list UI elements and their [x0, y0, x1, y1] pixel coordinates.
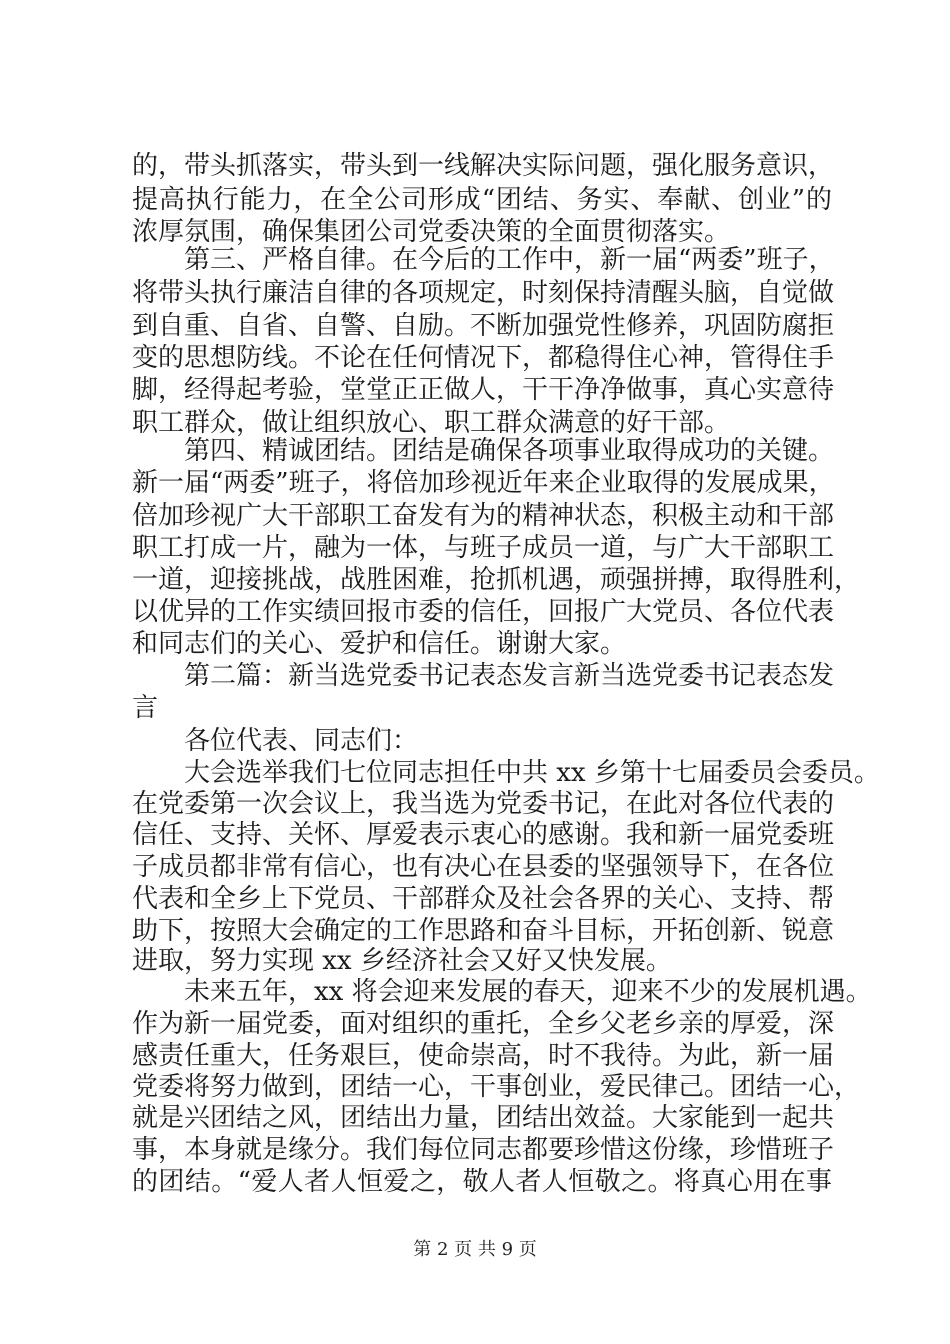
text-line: 感责任重大，任务艰巨，使命崇高，时不我待。为此，新一届	[132, 1040, 835, 1071]
text-line: 脚，经得起考验，堂堂正正做人，干干净净做事，真心实意待	[132, 375, 835, 406]
text-line: 在党委第一次会议上，我当选为党委书记，在此对各位代表的	[132, 788, 835, 819]
text-line: 作为新一届党委，面对组织的重托，全乡父老乡亲的厚爱，深	[132, 1009, 835, 1039]
text-line: 职工打成一片，融为一体，与班子成员一道，与广大干部职工	[132, 532, 835, 563]
text-line: 言	[132, 693, 159, 723]
text-line: 代表和全乡上下党员、干部群众及社会各界的关心、支持、帮	[132, 883, 835, 914]
text-line: 助下，按照大会确定的工作思路和奋斗目标，开拓创新、锐意	[132, 915, 835, 946]
text-line: 新一届“两委”班子，将倍加珍视近年来企业取得的发展成果，	[132, 467, 835, 498]
text-line: 到自重、自省、自警、自励。不断加强党性修养，巩固防腐拒	[132, 310, 835, 341]
text-line: 一道，迎接挑战，战胜困难，抢抓机遇，顽强拼搏，取得胜利，	[132, 564, 861, 595]
text-line: 事，本身就是缘分。我们每位同志都要珍惜这份缘，珍惜班子	[132, 1135, 835, 1166]
text-line: 信任、支持、关怀、厚爱表示衷心的感谢。我和新一届党委班	[132, 819, 835, 850]
page-footer: 第 2 页 共 9 页	[413, 1239, 537, 1260]
text-line: 各位代表、同志们：	[132, 725, 419, 756]
text-line: 子成员都非常有信心，也有决心在县委的坚强领导下，在各位	[132, 851, 835, 882]
text-line: 大会选举我们七位同志担任中共 xx 乡第十七届委员会委员。	[132, 757, 880, 788]
text-line: 浓厚氛围，确保集团公司党委决策的全面贯彻落实。	[132, 217, 731, 248]
text-line: 未来五年，xx 将会迎来发展的春天，迎来不少的发展机遇。	[132, 977, 872, 1008]
text-line: 职工群众，做让组织放心、职工群众满意的好干部。	[132, 408, 731, 439]
text-line: 提高执行能力，在全公司形成“团结、务实、奉献、创业”的	[132, 184, 832, 215]
text-line: 的团结。“爱人者人恒爱之，敬人者人恒敬之。将真心用在事	[132, 1167, 832, 1197]
text-line: 变的思想防线。不论在任何情况下，都稳得住心神，管得住手	[132, 342, 835, 373]
text-line: 和同志们的关心、爱护和信任。谢谢大家。	[132, 629, 627, 660]
text-line: 第三、严格自律。在今后的工作中，新一届“两委”班子，	[132, 245, 835, 276]
text-line: 的，带头抓落实，带头到一线解决实际问题，强化服务意识，	[132, 151, 835, 181]
text-line: 倍加珍视广大干部职工奋发有为的精神状态，积极主动和干部	[132, 500, 835, 531]
text-line: 第二篇：新当选党委书记表态发言新当选党委书记表态发	[132, 661, 835, 692]
text-line: 进取，努力实现 xx 乡经济社会又好又快发展。	[132, 946, 672, 976]
text-line: 以优异的工作实绩回报市委的信任，回报广大党员、各位代表	[132, 597, 835, 628]
text-line: 将带头执行廉洁自律的各项规定，时刻保持清醒头脑，自觉做	[132, 277, 835, 308]
text-line: 就是兴团结之风，团结出力量，团结出效益。大家能到一起共	[132, 1103, 835, 1134]
text-line: 第四、精诚团结。团结是确保各项事业取得成功的关键。	[132, 435, 835, 466]
text-line: 党委将努力做到，团结一心，干事创业，爱民律己。团结一心，	[132, 1072, 861, 1102]
